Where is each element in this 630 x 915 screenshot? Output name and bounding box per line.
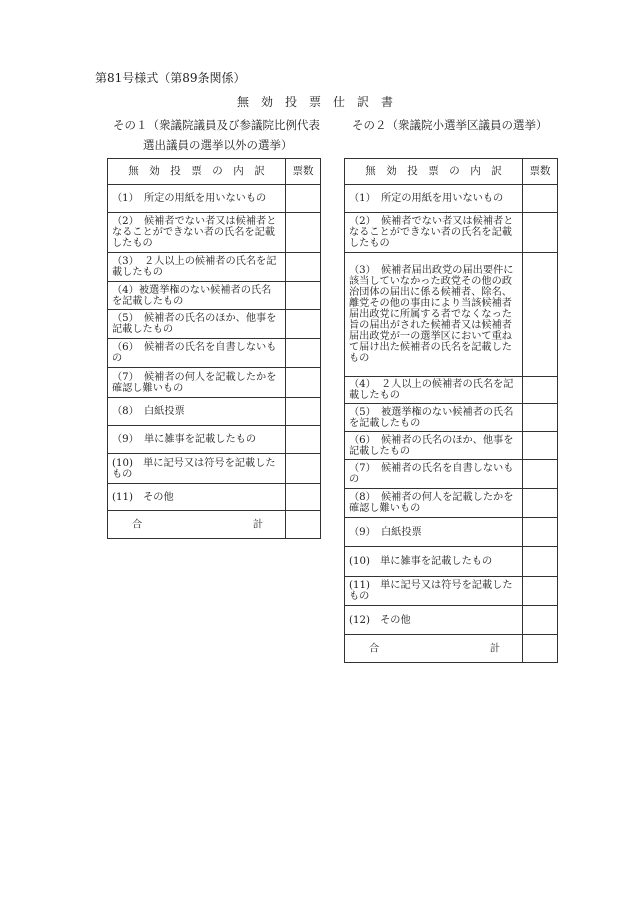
vote-count-cell[interactable] xyxy=(286,484,321,511)
row-label: （6） 候補者の氏名のほか、他事を記載したもの xyxy=(345,432,523,460)
table-row xyxy=(108,398,321,426)
table-row xyxy=(345,547,558,577)
column-header-count: 票数 xyxy=(286,159,321,185)
vote-count-cell[interactable] xyxy=(523,404,558,432)
total-count-cell[interactable] xyxy=(523,635,558,663)
row-label: （3） ２人以上の候補者の氏名を記載したもの xyxy=(108,253,286,282)
total-label-right: 計 xyxy=(489,643,500,654)
vote-count-cell[interactable] xyxy=(286,368,321,398)
row-label: (11) その他 xyxy=(108,484,286,511)
vote-count-cell[interactable] xyxy=(523,577,558,606)
table-row xyxy=(345,606,558,635)
row-label: （3） 候補者届出政党の届出要件に該当していなかった政党その他の政治団体の届出に係る候補者、除名、離党その他の事由により当該候補者届出政党に所属する者でなくなった旨の届出がされた候補者又は候補者届出政党が一の選挙区において重ねて届け出た候補者の氏名を記載したもの xyxy=(345,253,523,377)
total-label xyxy=(108,511,286,539)
vote-count-cell[interactable] xyxy=(523,460,558,489)
column-header-count: 票数 xyxy=(523,159,558,185)
total-label-left: 合 xyxy=(132,519,143,530)
vote-count-cell[interactable] xyxy=(286,426,321,454)
document-title: 無 効 投 票 仕 訳 書 xyxy=(236,95,393,109)
table-header-row xyxy=(108,159,321,185)
vote-count-cell[interactable] xyxy=(286,185,321,213)
row-label: （5） 候補者の氏名のほか、他事を記載したもの xyxy=(108,310,286,339)
total-row xyxy=(345,635,558,663)
row-label: (12) その他 xyxy=(345,606,523,635)
table-row xyxy=(345,185,558,213)
vote-count-cell[interactable] xyxy=(286,454,321,484)
row-label: （9） 白紙投票 xyxy=(345,518,523,547)
vote-count-cell[interactable] xyxy=(523,185,558,213)
vote-count-cell[interactable] xyxy=(523,489,558,518)
invalid-votes-table-2 xyxy=(344,158,558,663)
table-row xyxy=(108,339,321,368)
table-row xyxy=(108,426,321,454)
table-header-row xyxy=(345,159,558,185)
vote-count-cell[interactable] xyxy=(523,432,558,460)
column-header-category: 無 効 投 票 の 内 訳 xyxy=(345,159,523,185)
table-row xyxy=(108,185,321,213)
table-row xyxy=(108,484,321,511)
row-label: （7） 候補者の氏名を自書しないもの xyxy=(345,460,523,489)
row-label: （4） ２人以上の候補者の氏名を記載したもの xyxy=(345,377,523,404)
vote-count-cell[interactable] xyxy=(523,377,558,404)
vote-count-cell[interactable] xyxy=(286,339,321,368)
vote-count-cell[interactable] xyxy=(523,213,558,253)
table-row xyxy=(345,404,558,432)
row-label: （8） 白紙投票 xyxy=(108,398,286,426)
row-label: （2） 候補者でない者又は候補者となることができない者の氏名を記載したもの xyxy=(345,213,523,253)
table-row xyxy=(345,518,558,547)
table-row xyxy=(108,253,321,282)
row-label: (10) 単に雑事を記載したもの xyxy=(345,547,523,577)
row-label: （2） 候補者でない者又は候補者となることができない者の氏名を記載したもの xyxy=(108,213,286,253)
row-label: （6） 候補者の氏名を自書しないもの xyxy=(108,339,286,368)
vote-count-cell[interactable] xyxy=(286,310,321,339)
total-label-left: 合 xyxy=(369,643,380,654)
table-row xyxy=(345,577,558,606)
row-label: (11) 単に記号又は符号を記載したもの xyxy=(345,577,523,606)
vote-count-cell[interactable] xyxy=(286,398,321,426)
row-label: （5） 被選挙権のない候補者の氏名を記載したもの xyxy=(345,404,523,432)
vote-count-cell[interactable] xyxy=(523,606,558,635)
section1-caption-line1: その１（衆議院議員及び参議院比例代表 xyxy=(113,118,320,132)
section2-caption: その２（衆議院小選挙区議員の選挙） xyxy=(352,118,548,132)
row-label: （4）被選挙権のない候補者の氏名を記載したもの xyxy=(108,282,286,310)
row-label: （1） 所定の用紙を用いないもの xyxy=(108,185,286,213)
total-count-cell[interactable] xyxy=(286,511,321,539)
section1-caption xyxy=(113,115,343,155)
table-row xyxy=(345,253,558,377)
table-row xyxy=(108,454,321,484)
table-row xyxy=(345,460,558,489)
table-row xyxy=(108,282,321,310)
vote-count-cell[interactable] xyxy=(286,213,321,253)
vote-count-cell[interactable] xyxy=(523,518,558,547)
form-number: 第81号様式（第89条関係） xyxy=(95,71,246,85)
table-row xyxy=(345,432,558,460)
table-row xyxy=(345,489,558,518)
total-label-right: 計 xyxy=(252,519,263,530)
total-label xyxy=(345,635,523,663)
invalid-votes-table-1 xyxy=(107,158,321,539)
total-row xyxy=(108,511,321,539)
vote-count-cell[interactable] xyxy=(523,253,558,377)
vote-count-cell[interactable] xyxy=(286,282,321,310)
row-label: （1） 所定の用紙を用いないもの xyxy=(345,185,523,213)
table-row xyxy=(108,213,321,253)
column-header-category: 無 効 投 票 の 内 訳 xyxy=(108,159,286,185)
row-label: （8） 候補者の何人を記載したかを確認し難いもの xyxy=(345,489,523,518)
table-row xyxy=(108,310,321,339)
row-label: （7） 候補者の何人を記載したかを確認し難いもの xyxy=(108,368,286,398)
row-label: (10) 単に記号又は符号を記載したもの xyxy=(108,454,286,484)
vote-count-cell[interactable] xyxy=(286,253,321,282)
table-row xyxy=(108,368,321,398)
row-label: （9） 単に雑事を記載したもの xyxy=(108,426,286,454)
table-row xyxy=(345,377,558,404)
vote-count-cell[interactable] xyxy=(523,547,558,577)
section1-caption-line2: 選出議員の選挙以外の選挙） xyxy=(143,138,293,152)
table-row xyxy=(345,213,558,253)
